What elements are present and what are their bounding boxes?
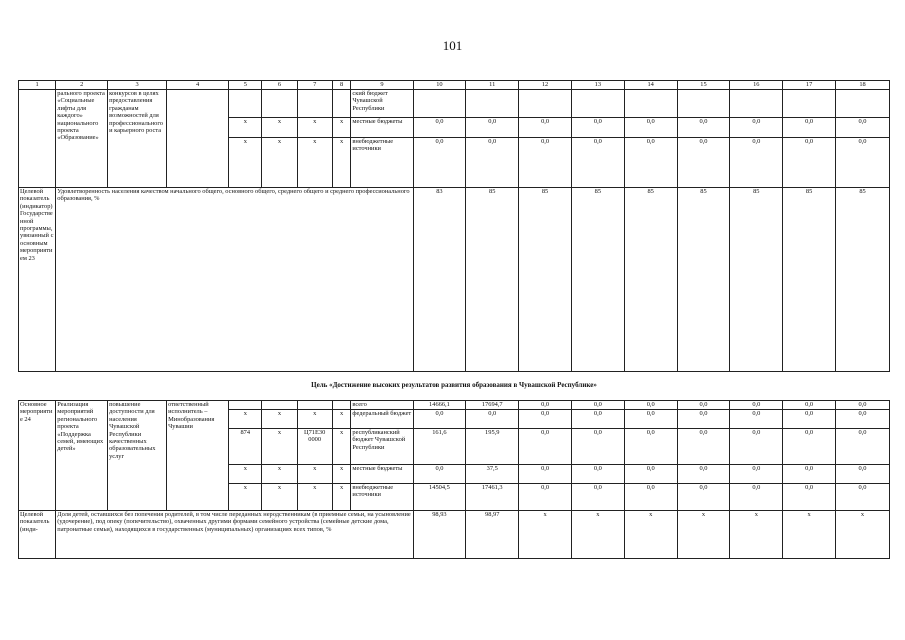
value-cell: 0,0 <box>783 401 836 410</box>
indicator-label: Целевой показатель (индикатор) Государственной программы, увязанный с основным мероприятием 23 <box>19 188 56 372</box>
indicator-value: х <box>624 511 677 559</box>
value-cell: 0,0 <box>783 429 836 465</box>
value-cell: 0,0 <box>466 138 519 188</box>
value-cell: 0,0 <box>519 118 572 138</box>
value-cell: 0,0 <box>836 118 890 138</box>
csr-cell: х <box>297 484 332 511</box>
value-cell: 0,0 <box>571 410 624 429</box>
rzpr-cell: х <box>262 118 297 138</box>
value-cell: 0,0 <box>624 401 677 410</box>
header-cell: 10 <box>413 81 466 90</box>
indicator-label: Целевой показатель (инди- <box>19 511 56 559</box>
value-cell: 0,0 <box>519 138 572 188</box>
vr-cell <box>332 90 351 118</box>
value-cell: 0,0 <box>677 465 730 484</box>
header-cell: 8 <box>332 81 351 90</box>
value-cell: 0,0 <box>571 429 624 465</box>
value-cell <box>783 90 836 118</box>
source-cell: ский бюджет Чувашской Республики <box>351 90 413 118</box>
indicator-value: 85 <box>519 188 572 372</box>
value-cell: 0,0 <box>624 465 677 484</box>
value-cell: 14666,1 <box>413 401 466 410</box>
grbs-cell: 874 <box>229 429 262 465</box>
grbs-cell: х <box>229 465 262 484</box>
indicator-text: Доля детей, оставшихся без попечения родителей, в том числе переданных неродственникам (в приемные семьи, на усыновление (удочерение), под опеку (попечительство), охваченных другими формами семейного устройства (семейные детские дома, патронатные семьи), находящихся в государственных (муниципальных) организациях всех типов, % <box>56 511 413 559</box>
value-cell: 0,0 <box>836 410 890 429</box>
value-cell <box>624 90 677 118</box>
value-cell: 0,0 <box>519 465 572 484</box>
rzpr-cell: х <box>262 484 297 511</box>
value-cell: 161,6 <box>413 429 466 465</box>
indicator-value: х <box>783 511 836 559</box>
table-bottom <box>18 400 890 559</box>
value-cell: 0,0 <box>466 118 519 138</box>
cell-blank <box>167 90 229 188</box>
vr-cell: х <box>332 138 351 188</box>
table-row <box>19 401 890 410</box>
value-cell: 0,0 <box>730 410 783 429</box>
value-cell: 0,0 <box>519 484 572 511</box>
goal-title: Цель «Достижение высоких результатов развития образования в Чувашской Республике» <box>311 381 597 389</box>
indicator-value: 98,97 <box>466 511 519 559</box>
header-cell: 14 <box>624 81 677 90</box>
indicator-value: х <box>571 511 624 559</box>
header-cell: 7 <box>297 81 332 90</box>
source-cell: местные бюджеты <box>351 465 413 484</box>
indicator-value: 98,93 <box>413 511 466 559</box>
value-cell: 0,0 <box>677 429 730 465</box>
value-cell: 0,0 <box>571 484 624 511</box>
grbs-cell: х <box>229 118 262 138</box>
rzpr-cell: х <box>262 429 297 465</box>
value-cell: 0,0 <box>571 401 624 410</box>
csr-cell <box>297 90 332 118</box>
grbs-cell <box>229 401 262 410</box>
value-cell: 0,0 <box>730 118 783 138</box>
value-cell: 0,0 <box>836 138 890 188</box>
value-cell: 0,0 <box>624 410 677 429</box>
value-cell: 0,0 <box>783 410 836 429</box>
value-cell <box>677 90 730 118</box>
value-cell: 0,0 <box>730 429 783 465</box>
value-cell: 0,0 <box>519 410 572 429</box>
csr-cell: х <box>297 138 332 188</box>
value-cell: 37,5 <box>466 465 519 484</box>
event-number-cell: Основное мероприятие 24 <box>19 401 56 511</box>
indicator-value: 85 <box>466 188 519 372</box>
header-cell: 16 <box>730 81 783 90</box>
grbs-cell: х <box>229 410 262 429</box>
source-cell: местные бюджеты <box>351 118 413 138</box>
value-cell <box>571 90 624 118</box>
grbs-cell: х <box>229 138 262 188</box>
vr-cell: х <box>332 118 351 138</box>
header-cell: 6 <box>262 81 297 90</box>
value-cell: 195,9 <box>466 429 519 465</box>
csr-cell <box>297 401 332 410</box>
csr-cell: х <box>297 465 332 484</box>
value-cell: 17694,7 <box>466 401 519 410</box>
rzpr-cell: х <box>262 138 297 188</box>
header-cell: 9 <box>351 81 413 90</box>
indicator-row <box>19 188 890 372</box>
header-cell: 2 <box>56 81 108 90</box>
value-cell: 0,0 <box>730 138 783 188</box>
event-executor-cell: ответственный исполнитель – Минобразования Чувашии <box>167 401 229 511</box>
header-cell: 15 <box>677 81 730 90</box>
value-cell: 0,0 <box>624 429 677 465</box>
page-number: 101 <box>442 38 463 53</box>
vr-cell: х <box>332 465 351 484</box>
value-cell: 0,0 <box>836 401 890 410</box>
csr-cell: х <box>297 410 332 429</box>
indicator-value: х <box>519 511 572 559</box>
header-cell: 4 <box>167 81 229 90</box>
value-cell: 0,0 <box>571 465 624 484</box>
value-cell: 0,0 <box>624 484 677 511</box>
value-cell: 0,0 <box>783 484 836 511</box>
source-cell: внебюджетные источники <box>351 138 413 188</box>
header-cell: 17 <box>783 81 836 90</box>
value-cell: 0,0 <box>730 484 783 511</box>
rzpr-cell <box>262 90 297 118</box>
value-cell <box>466 90 519 118</box>
value-cell: 0,0 <box>519 401 572 410</box>
csr-cell: х <box>297 118 332 138</box>
value-cell: 0,0 <box>836 429 890 465</box>
header-cell: 12 <box>519 81 572 90</box>
source-cell: федеральный бюджет <box>351 410 413 429</box>
header-cell: 5 <box>229 81 262 90</box>
header-cell: 3 <box>108 81 167 90</box>
indicator-value: 85 <box>624 188 677 372</box>
value-cell: 0,0 <box>677 410 730 429</box>
indicator-value: 85 <box>677 188 730 372</box>
cell-blank <box>19 90 56 188</box>
value-cell: 14504,5 <box>413 484 466 511</box>
csr-cell: Ц71Е30 0000 <box>297 429 332 465</box>
indicator-row <box>19 511 890 559</box>
indicator-value: 85 <box>730 188 783 372</box>
header-cell: 18 <box>836 81 890 90</box>
value-cell: 0,0 <box>783 138 836 188</box>
project-name-cell: рального проекта «Социальные лифты для каждого» национального проекта «Образование» <box>56 90 108 188</box>
indicator-value: х <box>730 511 783 559</box>
value-cell: 0,0 <box>677 118 730 138</box>
vr-cell: х <box>332 484 351 511</box>
value-cell: 0,0 <box>783 465 836 484</box>
header-cell: 11 <box>466 81 519 90</box>
value-cell <box>519 90 572 118</box>
indicator-value: х <box>677 511 730 559</box>
value-cell <box>836 90 890 118</box>
value-cell: 0,0 <box>571 118 624 138</box>
vr-cell <box>332 401 351 410</box>
table-row <box>19 90 890 118</box>
rzpr-cell: х <box>262 465 297 484</box>
value-cell: 0,0 <box>783 118 836 138</box>
value-cell: 0,0 <box>624 118 677 138</box>
value-cell: 0,0 <box>413 118 466 138</box>
header-cell: 13 <box>571 81 624 90</box>
event-result-cell: повышение доступности для населения Чувашской Республики качественных образовательных услуг <box>108 401 167 511</box>
header-row <box>19 81 890 90</box>
rzpr-cell <box>262 401 297 410</box>
value-cell <box>730 90 783 118</box>
value-cell: 0,0 <box>519 429 572 465</box>
value-cell: 0,0 <box>836 465 890 484</box>
value-cell: 0,0 <box>677 138 730 188</box>
value-cell: 0,0 <box>624 138 677 188</box>
value-cell: 17461,3 <box>466 484 519 511</box>
grbs-cell: х <box>229 484 262 511</box>
value-cell: 0,0 <box>730 401 783 410</box>
indicator-text: Удовлетворенность населения качеством начального общего, основного общего, среднего общего и среднего профессионального образования, % <box>56 188 413 372</box>
value-cell: 0,0 <box>413 138 466 188</box>
value-cell: 0,0 <box>413 465 466 484</box>
indicator-value: 83 <box>413 188 466 372</box>
value-cell: 0,0 <box>730 465 783 484</box>
value-cell: 0,0 <box>413 410 466 429</box>
rzpr-cell: х <box>262 410 297 429</box>
indicator-value: х <box>836 511 890 559</box>
project-result-cell: конкурсов в целях предоставления гражданам возможностей для профессионального и карьерного роста <box>108 90 167 188</box>
grbs-cell <box>229 90 262 118</box>
value-cell: 0,0 <box>466 410 519 429</box>
value-cell: 0,0 <box>677 401 730 410</box>
value-cell <box>413 90 466 118</box>
table-top <box>18 80 890 372</box>
source-cell: всего <box>351 401 413 410</box>
value-cell: 0,0 <box>571 138 624 188</box>
header-cell: 1 <box>19 81 56 90</box>
event-name-cell: Реализация мероприятий регионального проекта «Поддержка семей, имеющих детей» <box>56 401 108 511</box>
vr-cell: х <box>332 429 351 465</box>
indicator-value: 85 <box>783 188 836 372</box>
value-cell: 0,0 <box>677 484 730 511</box>
indicator-value: 85 <box>836 188 890 372</box>
source-cell: республиканский бюджет Чувашской Республики <box>351 429 413 465</box>
value-cell: 0,0 <box>836 484 890 511</box>
vr-cell: х <box>332 410 351 429</box>
source-cell: внебюджетные источники <box>351 484 413 511</box>
indicator-value: 85 <box>571 188 624 372</box>
